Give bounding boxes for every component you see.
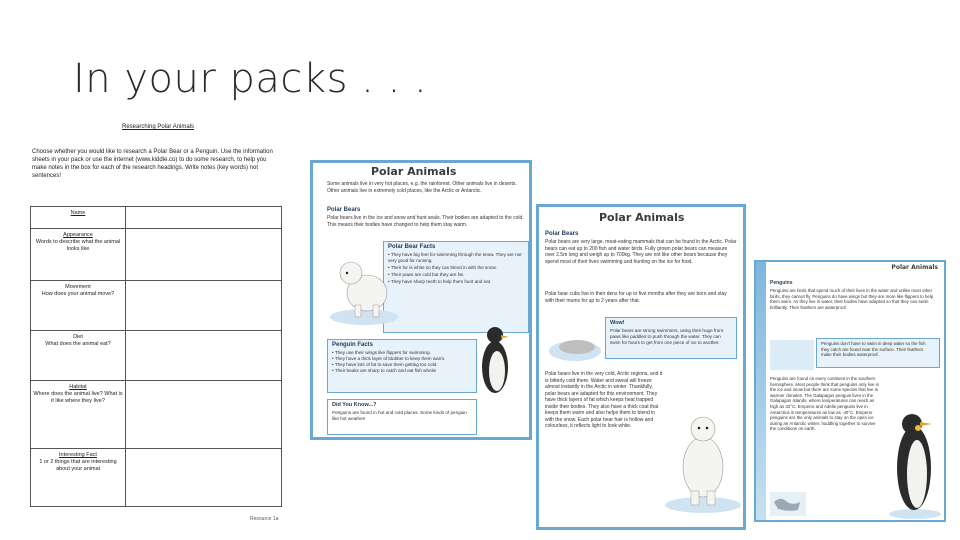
fact-sheet-3	[754, 260, 946, 522]
callout-box	[816, 338, 940, 368]
fact-item: • They have lots of fat to save them getting too cold.	[332, 362, 438, 367]
facts-heading: Polar Bear Facts	[388, 244, 436, 250]
penguin-image	[888, 402, 942, 520]
fact-item: • Their fur is white so they can blend in with the snow.	[388, 265, 497, 270]
sheet-title: Polar Animals	[371, 165, 457, 178]
paragraph: Polar bears are very large, meat-eating mammals that can be found in the Arctic. Polar bears can eat up to 200 fish and water birds. Fully grown polar bears can measure over 2.5m long and weigh up to 700kg. They are not like other bears because they spend most of their lives swimming and hunting on the ice for food.	[545, 239, 737, 265]
worksheet-heading: Researching Polar Animals	[122, 124, 195, 130]
sheet-title: Polar Animals	[599, 211, 685, 224]
notes-cell[interactable]	[126, 331, 282, 381]
notes-cell[interactable]	[126, 449, 282, 507]
row-label: Habitat Where does the animal live? What is it like where they live?	[31, 381, 126, 449]
table-row	[31, 381, 282, 449]
table-row	[31, 281, 282, 331]
notes-cell[interactable]	[126, 229, 282, 281]
wow-box	[605, 317, 737, 359]
facts-heading: Penguin Facts	[332, 342, 374, 348]
fact-sheet-2	[536, 204, 746, 530]
wow-heading: Wow!	[610, 320, 625, 326]
row-label: Name	[31, 207, 126, 229]
seal-image	[547, 321, 603, 365]
polar-bear-image	[663, 403, 743, 515]
did-you-know-box	[327, 399, 477, 435]
sheet-title: Polar Animals	[891, 264, 938, 271]
fact-item: • They have a thick layer of blubber to keep them warm.	[332, 356, 446, 361]
section-heading: Polar Bears	[545, 231, 579, 237]
row-label: Interesting Fact 1 or 2 things that are interesting about your animal	[31, 449, 126, 507]
penguin-facts-box	[327, 339, 477, 393]
table-row	[31, 331, 282, 381]
notes-cell[interactable]	[126, 381, 282, 449]
sheet-intro: Some animals live in very hot places, e.g. the rainforest. Other animals live in deserts. Other animals live in extremely cold places, like the Arctic or Antarctic.	[327, 181, 517, 194]
row-label: Movement How does your animal move?	[31, 281, 126, 331]
callout-text: Penguins don't have to swim in deep water so the fish they catch are found near the surface. Their feathers make their bodies waterproof.	[821, 341, 926, 358]
fact-item: • They have big feet for swimming through the snow. They are not very good for running.	[388, 252, 522, 263]
fact-item: • They use their wings like flippers for swimming.	[332, 350, 431, 355]
section-heading: Penguins	[770, 280, 793, 286]
map-image	[770, 492, 806, 516]
table-row	[31, 449, 282, 507]
section-heading: Polar Bears	[327, 207, 361, 213]
penguin-image	[475, 319, 515, 399]
know-heading: Did You Know...?	[332, 402, 377, 408]
section-text: Polar bears live in the ice and snow and hunt seals. Their bodies are adapted to the cold. This means their bodies have changed to help them stay warm.	[327, 215, 524, 228]
research-table	[30, 206, 282, 507]
worksheet-footer: Resource 1a	[250, 516, 279, 522]
paragraph: Polar bear cubs live in their dens for up to five months after they are born and stay with their mums for up to 2 years after that.	[545, 291, 727, 304]
decorative-strip	[756, 262, 766, 520]
paragraph: Penguins are birds that spend much of their lives in the water and unlike most other birds, they cannot fly. Penguins do have wings but they are more like flippers to help them swim. As they live in water, their bodies have adapted so that they can swim brilliantly. Their feathers are waterproof.	[770, 288, 934, 310]
know-text: Penguins are found in hot and cold places. Some kinds of penguin like hot weather!	[332, 410, 467, 421]
paragraph: Polar bears live in the very cold, Arctic regions, and it is bitterly cold there. Water and sweat will freeze almost instantly in the Arctic in winter. Thankfully, polar bears are adapted for this environment. They have thick layers of fat which keeps heat trapped inside their bodies. They also have a thick coat that keeps them warm and also helps them to blend in with the snow. Each polar bear hair is hollow and colourless, it reflects light to look white.	[545, 371, 663, 429]
ice-image	[770, 340, 814, 370]
polar-bear-image	[329, 247, 399, 327]
slide-title: In your packs . . .	[73, 56, 428, 102]
fact-item: • Their paws are cold but they are fat.	[388, 272, 465, 277]
table-row	[31, 207, 282, 229]
row-label: Diet What does the animal eat?	[31, 331, 126, 381]
worksheet-intro: Choose whether you would like to research a Polar Bear or a Penguin. Use the information sheets in your pack or use the internet (www.kiddle.co) to do some research, to help you make notes in the box for each of the research headings. Write notes (key words) not sentences!	[32, 149, 273, 179]
fact-item: • Their beaks are sharp to catch and eat fish whole!	[332, 368, 437, 373]
notes-cell[interactable]	[126, 281, 282, 331]
fact-item: • They have sharp teeth to help them hunt and eat.	[388, 279, 492, 284]
wow-text: Polar bears are strong swimmers, using their huge front paws like paddles to push through the water. They can swim for hours to get from one piece of ice to another.	[610, 328, 724, 345]
row-label: Appearance Words to describe what the animal looks like	[31, 229, 126, 281]
notes-cell[interactable]	[126, 207, 282, 229]
table-row	[31, 229, 282, 281]
research-worksheet	[26, 118, 288, 528]
fact-sheet-1	[310, 160, 532, 440]
paragraph: Penguins are found on every continent in the southern hemisphere. Most people think that penguins only live in the ice and snow but there are some species that live in warmer climates. The Galapagos penguin lives in the Galapagos Islands, where temperatures can reach as high as 32°C. Emperor and Adelie penguins live in Antarctica in temperatures as low as -40°C. Emperor penguins are the only animals to stay on the open ice during an Antarctic winter, huddling together to survive the conditions on earth.	[770, 376, 880, 432]
